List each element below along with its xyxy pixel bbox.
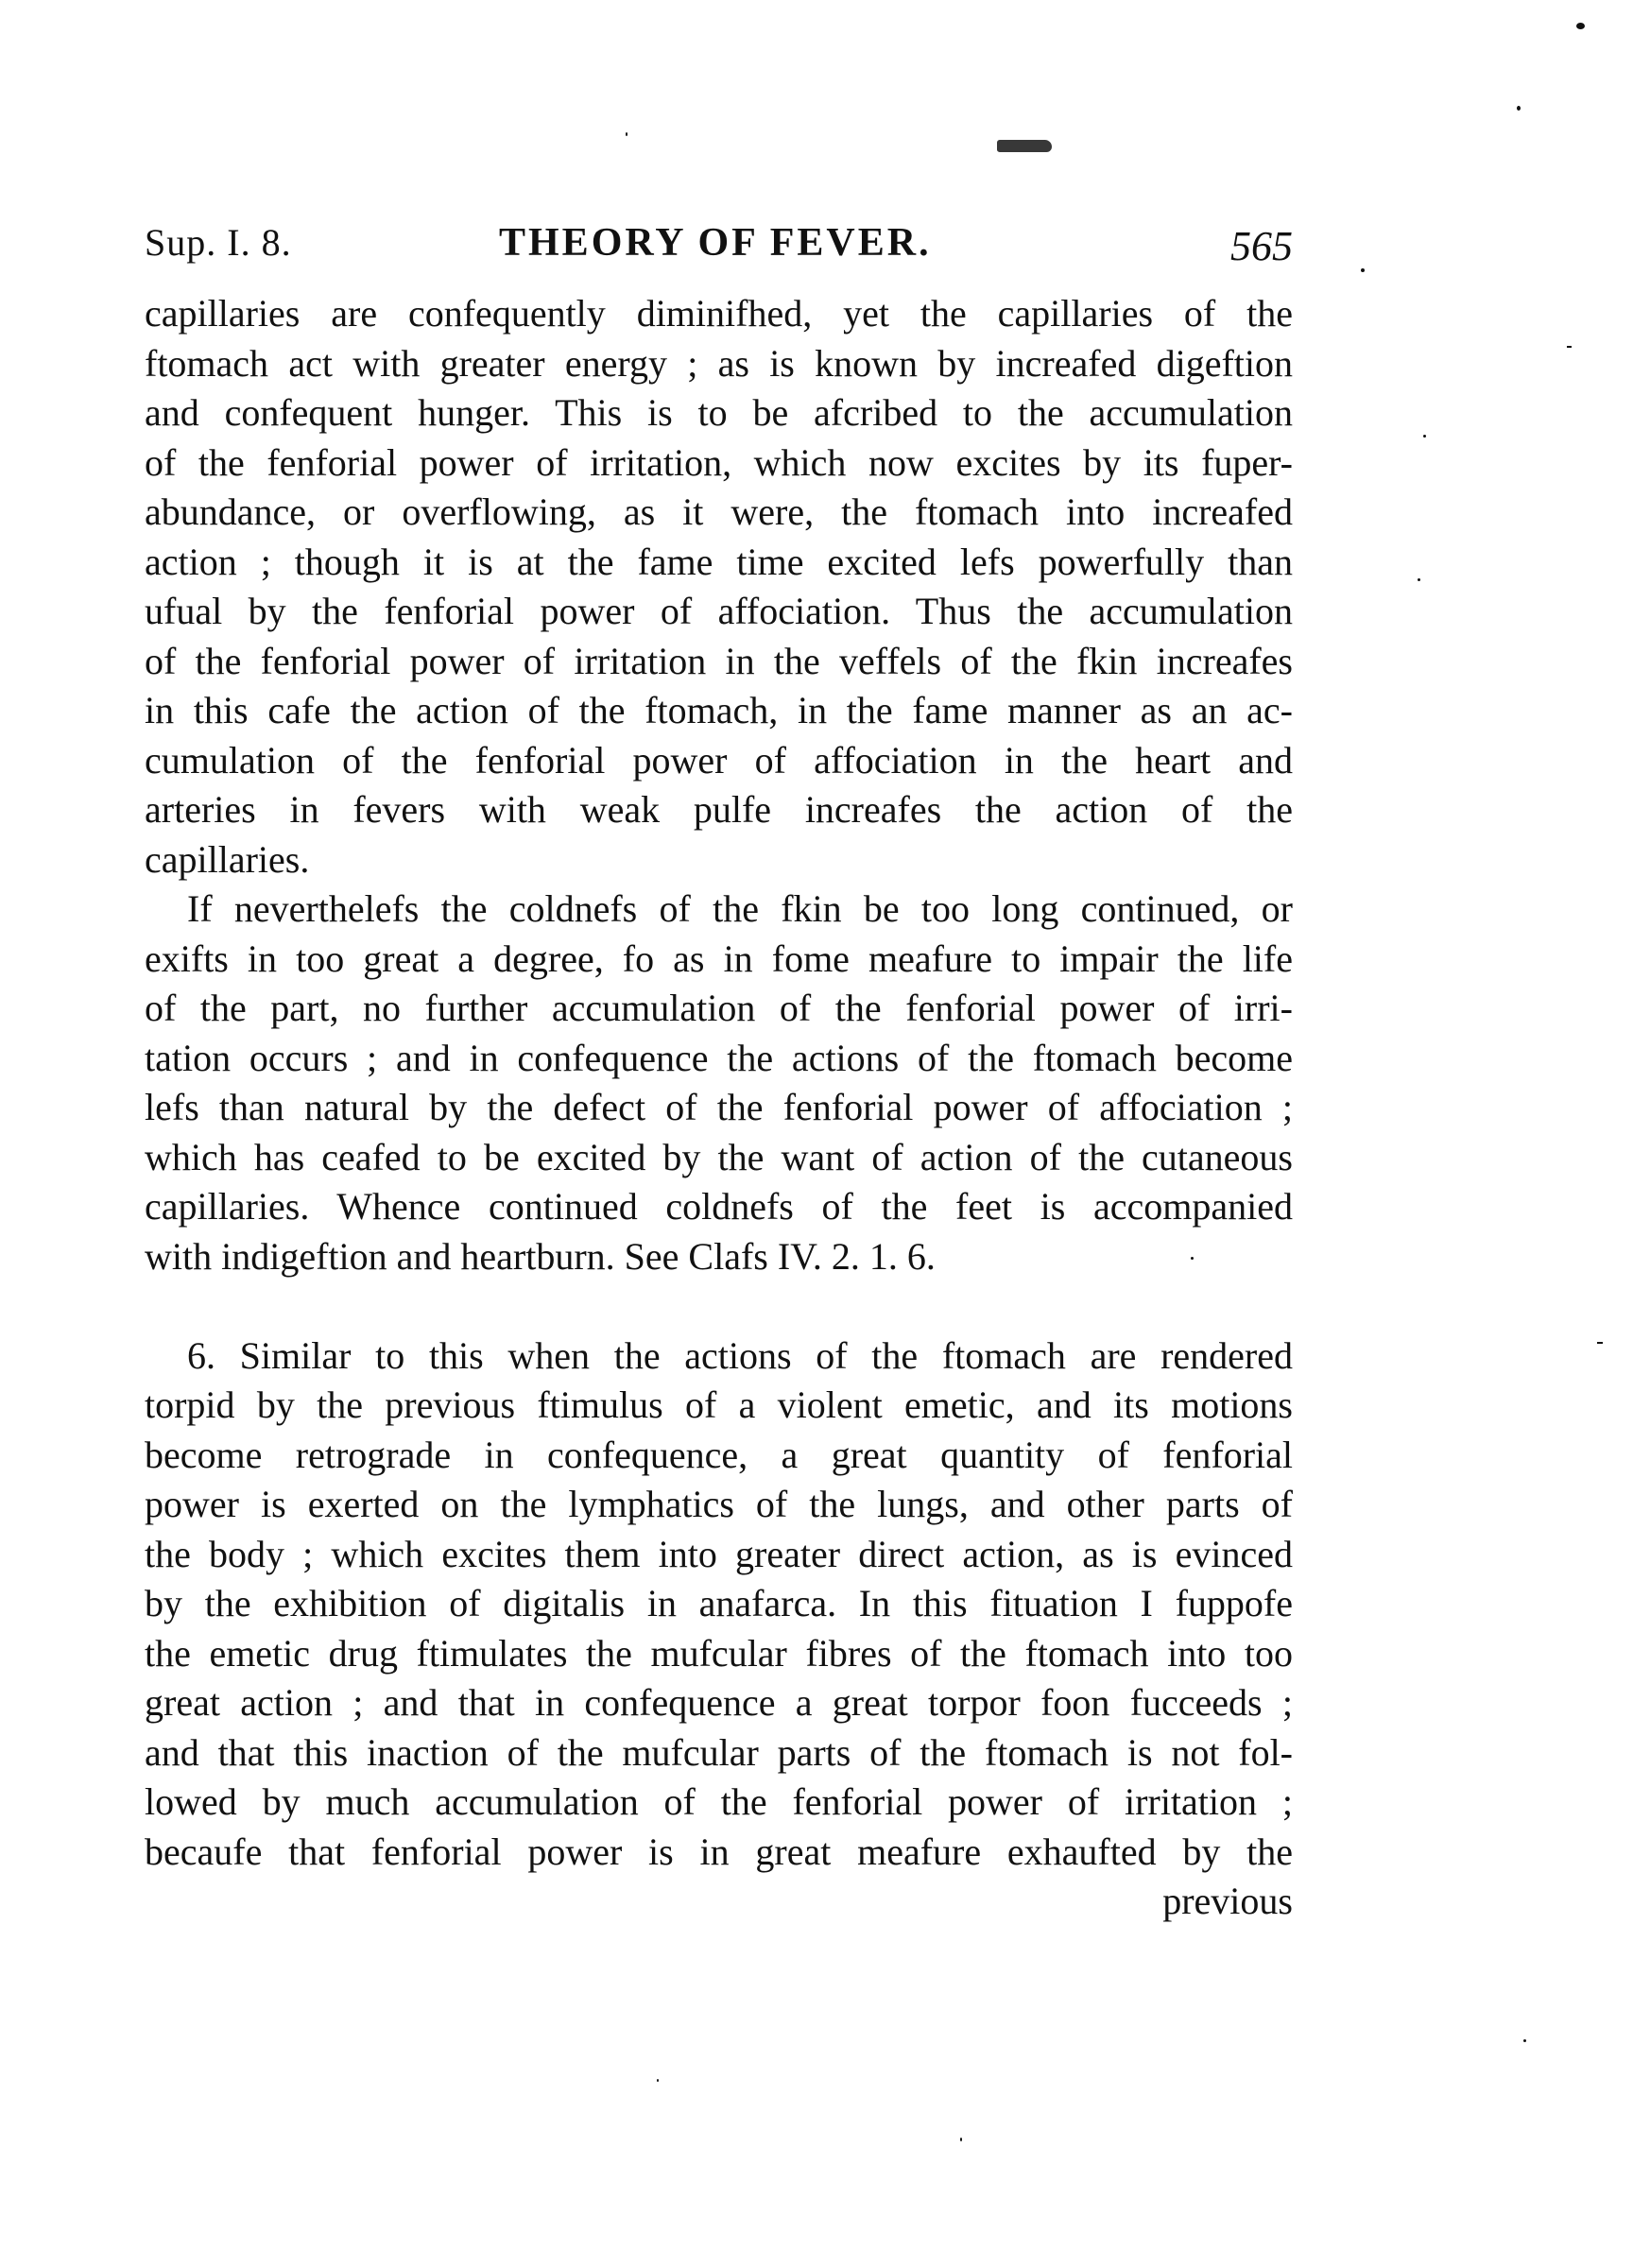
text-line: lowed by much accumulation of the fenforial power of irritation ; xyxy=(145,1780,1293,1823)
page-number: 565 xyxy=(1230,223,1293,269)
text-line: arteries in fevers with weak pulfe increafes the action of the xyxy=(145,788,1293,831)
text-line: the body ; which excites them into greater direct action, as is evinced xyxy=(145,1532,1293,1575)
running-title: THEORY OF FEVER. xyxy=(499,221,932,265)
text-line: of the fenforial power of irritation in the veffels of the fkin increafes xyxy=(145,639,1293,682)
speck xyxy=(1576,23,1585,29)
text-line: 6. Similar to this when the actions of the ftomach are rendered xyxy=(187,1333,1293,1377)
text-line: in this cafe the action of the ftomach, in the fame manner as an ac- xyxy=(145,689,1293,731)
section-reference: Sup. I. 8. xyxy=(145,221,292,264)
text-line: which has ceafed to be excited by the want of action of the cutaneous xyxy=(145,1135,1293,1178)
text-line: and that this inaction of the mufcular parts of the ftomach is not fol- xyxy=(145,1730,1293,1774)
text-line: power is exerted on the lymphatics of the lungs, and other parts of xyxy=(145,1483,1293,1525)
speck xyxy=(1567,346,1572,348)
text-line: with indigeftion and heartburn. See Clafs IV. 2. 1. 6. xyxy=(145,1234,936,1278)
text-line: ftomach act with greater energy ; as is known by increafed digeftion xyxy=(145,341,1293,385)
speck xyxy=(657,2079,659,2082)
text-line: of the part, no further accumulation of the fenforial power of irri- xyxy=(145,987,1293,1029)
text-line: great action ; and that in confequence a great torpor foon fucceeds ; xyxy=(145,1681,1293,1724)
paragraph xyxy=(145,885,1293,1281)
text-line: the emetic drug ftimulates the mufcular fibres of the ftomach into too xyxy=(145,1631,1293,1675)
ink-smudge xyxy=(997,140,1052,152)
text-line: of the fenforial power of irritation, which now excites by its fuper- xyxy=(145,440,1293,484)
text-line: torpid by the previous ftimulus of a violent emetic, and its motions xyxy=(145,1383,1293,1426)
text-line: ufual by the fenforial power of affociation. Thus the accumulation xyxy=(145,590,1293,632)
catchword: previous xyxy=(1162,1880,1293,1922)
text-line: action ; though it is at the fame time excited lefs powerfully than xyxy=(145,540,1293,583)
text-line: become retrograde in confequence, a great quantity of fenforial xyxy=(145,1433,1293,1476)
text-line: by the exhibition of digitalis in anafarca. In this fituation I fuppofe xyxy=(145,1582,1293,1624)
paragraph-gap xyxy=(145,1281,1293,1332)
text-line: capillaries. xyxy=(145,837,310,881)
running-head xyxy=(145,219,1293,276)
text-line: If neverthelefs the coldnefs of the fkin be too long continued, or xyxy=(187,887,1293,930)
text-line: capillaries are confequently diminifhed, yet the capillaries of the xyxy=(145,292,1293,335)
text-line: exifts in too great a degree, fo as in fome meafure to impair the life xyxy=(145,936,1293,980)
speck xyxy=(626,132,627,136)
text-line: lefs than natural by the defect of the fenforial power of affociation ; xyxy=(145,1086,1293,1128)
text-line: capillaries. Whence continued coldnefs of the feet is accompanied xyxy=(145,1185,1293,1228)
speck xyxy=(1418,578,1420,581)
text-line: becaufe that fenforial power is in great meafure exhaufted by the xyxy=(145,1830,1293,1873)
speck xyxy=(960,2138,962,2141)
text-line: abundance, or overflowing, as it were, the ftomach into increafed xyxy=(145,490,1293,533)
paragraph xyxy=(145,1332,1293,1878)
speck xyxy=(1517,106,1521,111)
paragraph xyxy=(145,289,1293,885)
speck xyxy=(1423,435,1426,438)
text-line: and confequent hunger. This is to be afcribed to the accumulation xyxy=(145,391,1293,434)
speck xyxy=(1523,2039,1526,2042)
text-line: tation occurs ; and in confequence the actions of the ftomach become xyxy=(145,1036,1293,1079)
speck xyxy=(1597,1342,1603,1344)
speck xyxy=(1361,268,1365,272)
body-text xyxy=(145,289,1293,1927)
text-line: cumulation of the fenforial power of affociation in the heart and xyxy=(145,738,1293,782)
